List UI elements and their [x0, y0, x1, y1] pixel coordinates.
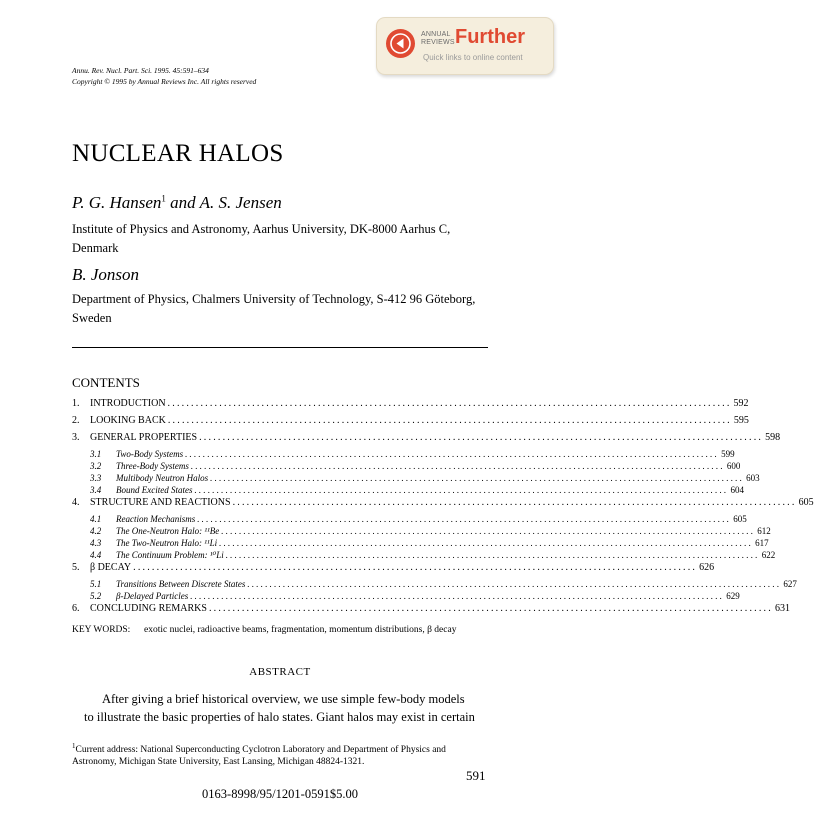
toc-entry[interactable] — [72, 398, 749, 415]
author-footnote-mark: 1 — [161, 193, 166, 204]
toc-entry-label: Reaction Mechanisms — [116, 514, 196, 524]
toc-entry-label: INTRODUCTION — [90, 398, 166, 409]
toc-entry-number: 3.2 — [90, 461, 102, 471]
toc-leader-dots: ........................................................................................................................ — [133, 562, 698, 573]
play-circle-icon — [386, 29, 415, 58]
toc-entry-number: 4.2 — [90, 526, 102, 536]
toc-entry-page: 627 — [783, 579, 797, 589]
toc-entry[interactable] — [72, 603, 790, 620]
toc-entry-number: 6. — [72, 603, 80, 614]
toc-entry-page: 592 — [733, 398, 749, 409]
author-names: P. G. Hansen — [72, 193, 162, 212]
toc-entry-number: 5.2 — [90, 591, 102, 601]
toc-entry-label: CONCLUDING REMARKS — [90, 603, 207, 614]
toc-entry[interactable] — [72, 526, 771, 538]
toc-entry-page: 598 — [765, 432, 781, 443]
toc-entry-page: 617 — [755, 538, 769, 548]
toc-entry-label: The Two-Neutron Halo: ¹¹Li — [116, 538, 218, 548]
toc-entry-label: Two-Body Systems — [116, 449, 184, 459]
toc-entry-label: The One-Neutron Halo: ¹¹Be — [116, 526, 220, 536]
toc-entry[interactable] — [72, 562, 715, 579]
toc-entry[interactable] — [72, 461, 741, 473]
toc-entry-number: 1. — [72, 398, 80, 409]
toc-leader-dots: ........................................................................................................................ — [167, 398, 732, 409]
toc-leader-dots: ........................................................................................................................ — [194, 485, 729, 495]
toc-leader-dots: ........................................................................................................................ — [232, 497, 797, 508]
toc-leader-dots: ........................................................................................................................ — [167, 415, 732, 426]
toc-leader-dots: ........................................................................................................................ — [190, 591, 725, 601]
toc-entry-number: 3.3 — [90, 473, 102, 483]
toc-entry-page: 603 — [746, 473, 760, 483]
toc-entry-page: 605 — [733, 514, 747, 524]
authors-line-2: B. Jonson — [72, 265, 140, 284]
toc-leader-dots: ........................................................................................................................ — [185, 449, 720, 459]
toc-entry-number: 4. — [72, 497, 80, 508]
toc-leader-dots: ........................................................................................................................ — [247, 579, 782, 589]
footnote-text: Current address: National Superconducting Cyclotron Laboratory and Department of Physics and Astronomy, Michigan State University, East Lansing, Michigan 48824-1321. — [72, 745, 446, 768]
affiliation-1: Institute of Physics and Astronomy, Aarhus University, DK-8000 Aarhus C, Denmark — [72, 222, 451, 255]
toc-entry-number: 2. — [72, 415, 80, 426]
toc-leader-dots: ........................................................................................................................ — [190, 461, 725, 471]
toc-leader-dots: ........................................................................................................................ — [221, 526, 756, 536]
toc-entry-label: Three-Body Systems — [116, 461, 189, 471]
footnote-mark: 1 — [72, 742, 76, 750]
toc-entry[interactable] — [72, 497, 814, 514]
toc-leader-dots: ........................................................................................................................ — [208, 603, 773, 614]
toc-entry[interactable] — [72, 550, 776, 562]
toc-entry-number: 4.4 — [90, 550, 102, 560]
toc-entry[interactable] — [72, 473, 760, 485]
toc-entry-label: GENERAL PROPERTIES — [90, 432, 198, 443]
keywords-text: exotic nuclei, radioactive beams, fragmentation, momentum distributions, β decay — [144, 625, 457, 635]
toc-entry-label: LOOKING BACK — [90, 415, 166, 426]
toc-entry-page: 604 — [730, 485, 744, 495]
toc-leader-dots: ........................................................................................................................ — [219, 538, 754, 548]
toc-entry-label: β-Delayed Particles — [116, 591, 189, 601]
toc-entry[interactable] — [72, 432, 781, 449]
toc-entry-label: β DECAY — [90, 562, 132, 573]
badge-subtitle: Quick links to online content — [423, 53, 523, 62]
toc-entry-page: 595 — [733, 415, 749, 426]
footnote — [72, 740, 492, 768]
author-names-rest: and A. S. Jensen — [165, 193, 282, 212]
badge-annual-text: ANNUAL — [421, 31, 451, 38]
toc-entry-label: Multibody Neutron Halos — [116, 473, 209, 483]
toc-leader-dots: ........................................................................................................................ — [210, 473, 745, 483]
toc-entry-number: 3.4 — [90, 485, 102, 495]
toc-entry[interactable] — [72, 591, 740, 603]
toc-entry[interactable] — [72, 538, 769, 550]
toc-entry-number: 5. — [72, 562, 80, 573]
toc-entry[interactable] — [72, 514, 747, 526]
badge-brand: Further — [455, 26, 525, 48]
abstract-heading: ABSTRACT — [249, 666, 311, 678]
toc-entry[interactable] — [72, 485, 744, 497]
abstract-text: After giving a brief historical overview, we use simple few-body models to illustrate the basic properties of halo states. Giant halos may exist in certain — [84, 692, 475, 724]
page-number: 591 — [466, 768, 486, 783]
toc-entry-label: Transitions Between Discrete States — [116, 579, 246, 589]
article-code: 0163-8998/95/1201-0591$5.00 — [202, 787, 358, 801]
badge-reviews-text: REVIEWS — [421, 39, 455, 46]
toc-entry-label: Bound Excited States — [116, 485, 193, 495]
toc-entry-page: 622 — [761, 550, 776, 560]
keywords-label: KEY WORDS: — [72, 625, 131, 635]
toc-entry[interactable] — [72, 415, 749, 432]
article-title: NUCLEAR HALOS — [72, 140, 284, 167]
table-of-contents — [72, 398, 814, 620]
toc-entry-page: 626 — [699, 562, 715, 573]
affiliation-2: Department of Physics, Chalmers University of Technology, S-412 96 Göteborg, Sweden — [72, 292, 476, 325]
toc-entry[interactable] — [72, 579, 797, 591]
toc-entry-page: 629 — [726, 591, 740, 601]
authors-line-1 — [72, 193, 282, 213]
toc-entry-page: 600 — [726, 461, 741, 471]
toc-entry-label: The Continuum Problem: ¹⁰Li — [116, 550, 224, 560]
toc-leader-dots: ........................................................................................................................ — [197, 514, 732, 524]
copyright-line: Copyright © 1995 by Annual Reviews Inc. All rights reserved — [72, 77, 257, 86]
toc-entry-page: 631 — [774, 603, 790, 614]
toc-entry-number: 4.3 — [90, 538, 102, 548]
toc-entry-number: 4.1 — [90, 514, 102, 524]
toc-entry-page: 599 — [721, 449, 735, 459]
toc-entry-number: 3. — [72, 432, 80, 443]
toc-entry-page: 605 — [798, 497, 814, 508]
journal-citation: Annu. Rev. Nucl. Part. Sci. 1995. 45:591–634 — [72, 66, 209, 75]
further-badge[interactable] — [376, 17, 554, 75]
contents-heading: CONTENTS — [72, 375, 140, 390]
toc-entry-number: 5.1 — [90, 579, 102, 589]
toc-entry-number: 3.1 — [90, 449, 102, 459]
divider — [72, 347, 488, 348]
toc-entry-label: STRUCTURE AND REACTIONS — [90, 497, 231, 508]
toc-entry[interactable] — [72, 449, 735, 461]
toc-leader-dots: ........................................................................................................................ — [225, 550, 760, 560]
toc-entry-page: 612 — [757, 526, 771, 536]
toc-leader-dots: ........................................................................................................................ — [199, 432, 764, 443]
